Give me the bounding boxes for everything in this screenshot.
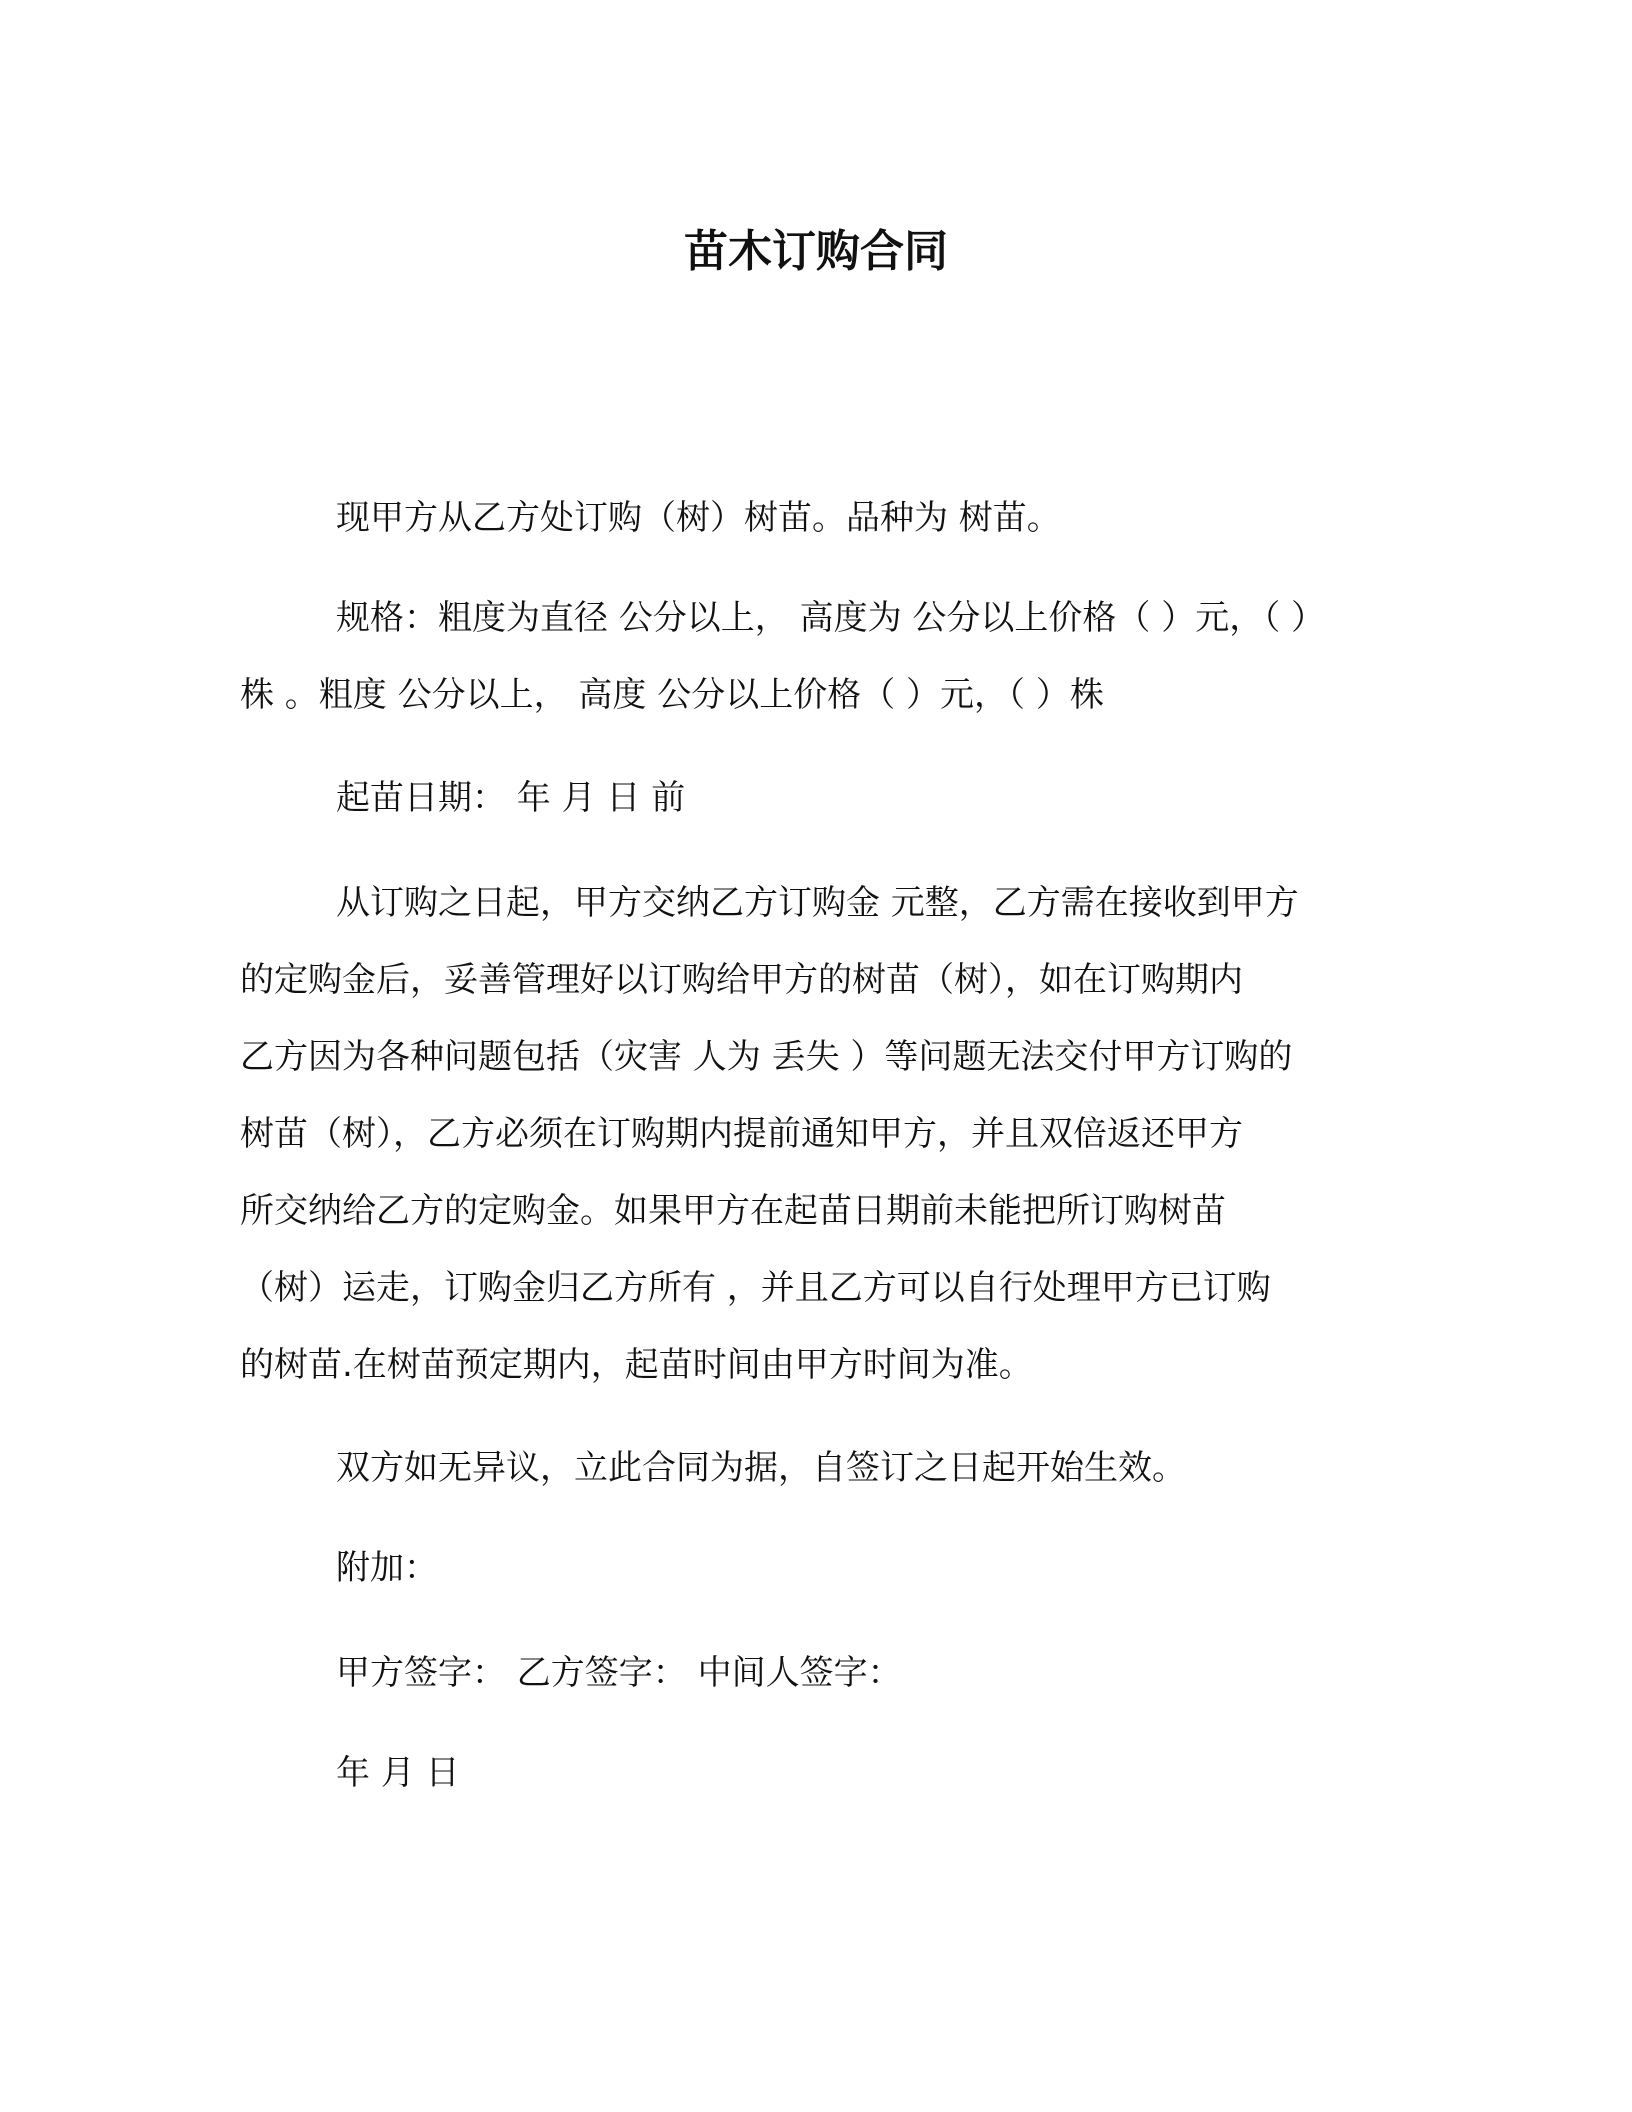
terms-line-3: 乙方因为各种问题包括（灾害 人为 丢失 ）等问题无法交付甲方订购的 <box>240 1037 1293 1077</box>
paragraph-terms <box>240 865 1400 1404</box>
terms-line-7: 的树苗.在树苗预定期内，起苗时间由甲方时间为准。 <box>240 1345 1033 1385</box>
terms-line-6: （树）运走，订购金归乙方所有 ，并且乙方可以自行处理甲方已订购 <box>240 1268 1271 1308</box>
paragraph-appendix: 附加： <box>336 1548 438 1588</box>
terms-line-4: 树苗（树），乙方必须在订购期内提前通知甲方，并且双倍返还甲方 <box>240 1114 1243 1154</box>
paragraph-order: 现甲方从乙方处订购（树）树苗。品种为 树苗。 <box>336 498 1061 538</box>
document-title: 苗木订购合同 <box>684 226 948 277</box>
spec-line-1: 规格：粗度为直径 公分以上， 高度为 公分以上价格（ ）元，（ ） <box>336 598 1326 638</box>
paragraph-sign-date: 年 月 日 <box>336 1753 460 1793</box>
terms-line-1: 从订购之日起，甲方交纳乙方订购金 元整，乙方需在接收到甲方 <box>336 883 1299 923</box>
spec-line-2: 株 。粗度 公分以上， 高度 公分以上价格（ ）元，（ ）株 <box>240 675 1104 715</box>
terms-line-2: 的定购金后，妥善管理好以订购给甲方的树苗（树），如在订购期内 <box>240 960 1243 1000</box>
paragraph-effective: 双方如无异议，立此合同为据，自签订之日起开始生效。 <box>336 1448 1186 1488</box>
paragraph-signatures: 甲方签字： 乙方签字： 中间人签字： <box>336 1653 902 1693</box>
paragraph-date: 起苗日期： 年 月 日 前 <box>336 778 686 818</box>
paragraph-spec <box>240 580 1400 734</box>
terms-line-5: 所交纳给乙方的定购金。如果甲方在起苗日期前未能把所订购树苗 <box>240 1191 1226 1231</box>
